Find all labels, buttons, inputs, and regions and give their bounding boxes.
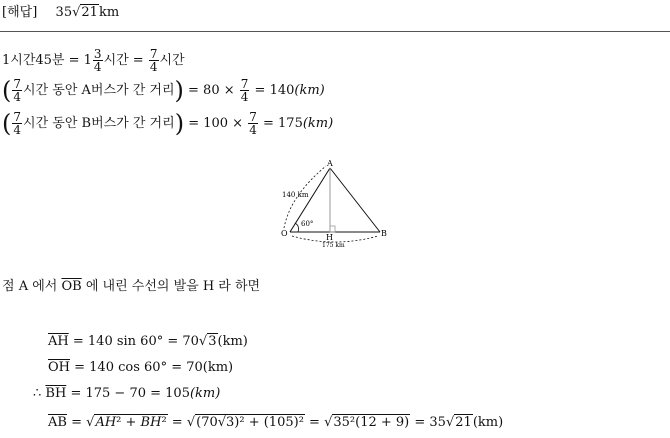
bus-a-eq: = 80 × <box>188 83 235 98</box>
answer-radicand: 21 <box>81 5 98 20</box>
time-text-c: 시간 <box>159 53 185 68</box>
bus-a-text: 시간 동안 A버스가 간 거리 <box>23 83 175 98</box>
frac-num: 7 <box>149 47 158 61</box>
bus-a-fraction-2 <box>240 78 250 103</box>
eq-ab-sqrt-2: √(70√3)² + (105)² <box>186 415 304 430</box>
bus-b-text: 시간 동안 B버스가 간 거리 <box>23 116 175 131</box>
therefore-symbol: ∴ <box>33 386 42 401</box>
bus-b-result: = 175 <box>263 116 303 131</box>
eq-oh-text: = 140 cos 60° = 70(km) <box>74 360 234 375</box>
bus-b-distance-line: ( $\frac{7}{4}$ 시간 동안 B버스가 간 거리) = 100 × $\frac{7}{4}$ = 175(km) <box>2 109 334 138</box>
answer-sqrt: √21 <box>72 5 98 20</box>
bus-a-result: = 140 <box>254 83 295 98</box>
eq-ab-coef: = 35 <box>414 415 446 430</box>
label-h: H <box>326 233 333 242</box>
header-divider <box>0 31 670 32</box>
eq-bh-unit: (km) <box>189 386 221 401</box>
eq-ab-eq: = <box>71 415 82 430</box>
bus-b-unit: (km) <box>302 116 334 131</box>
frac-num: 7 <box>13 77 22 91</box>
radicand-ah: AH <box>95 415 117 430</box>
time-text-a: 1시간45분 = 1 <box>2 53 92 68</box>
frac-den: 4 <box>13 90 22 104</box>
time-conversion-line <box>2 48 185 73</box>
label-side-oa: 140 km <box>282 191 309 199</box>
eq-ab-sqrt-1: $√AH^2 + \overline{BH}^2$ <box>86 415 167 430</box>
answer-unit: km <box>98 5 120 20</box>
frac-num: 7 <box>240 77 249 91</box>
answer-coef: 35 <box>55 5 73 20</box>
label-a: A <box>327 159 333 168</box>
answer-label: [해답] <box>2 5 38 20</box>
mixed-num: 3 <box>93 47 102 61</box>
label-angle: 60° <box>301 220 314 228</box>
frac-den: 4 <box>13 123 22 137</box>
eq-ah-text: = 140 sin 60° = 70 <box>72 334 199 349</box>
bus-b-fraction-2 <box>248 111 258 136</box>
perpendicular-sentence <box>2 275 260 294</box>
eq-bh-text: = 175 − 70 = 105 <box>70 386 190 401</box>
frac-den: 4 <box>240 90 249 104</box>
eq-ah-radicand: 3 <box>208 334 217 349</box>
right-angle-mark <box>330 226 335 232</box>
equation-oh <box>48 360 233 375</box>
equation-ah <box>48 334 248 349</box>
sentence-part-1: 점 A 에서 <box>2 279 58 294</box>
label-side-ob: 175 km <box>322 242 345 249</box>
sentence-part-2: 에 내린 수선의 발을 H 라 하면 <box>85 279 261 294</box>
eq-ab-unit: (km) <box>472 415 504 430</box>
bus-a-unit: (km) <box>294 83 325 98</box>
bus-b-fraction <box>12 111 22 136</box>
frac-den: 4 <box>149 60 158 74</box>
mixed-fraction <box>93 48 103 73</box>
radicand-bh: $\overline{BH}$ <box>140 415 162 430</box>
segment-ah: $\overline{AH}$ <box>48 334 69 349</box>
label-b: B <box>381 229 387 238</box>
time-text-b: 시간 = <box>103 53 144 68</box>
segment-bh: $\overline{BH}$ <box>45 386 67 401</box>
bus-a-distance-line: ( $\frac{7}{4}$ 시간 동안 A버스가 간 거리) = 80 × $\frac{7}{4}$ = 140(km) <box>2 76 325 105</box>
segment-ob: $\overline{OB}$ <box>61 279 82 294</box>
eq-ah-sqrt: √3 <box>198 334 217 349</box>
eq-ab-sqrt-3: √35²(12 + 9) <box>324 415 410 430</box>
frac-den: 4 <box>249 123 257 137</box>
radicand-3: 35²(12 + 9) <box>333 415 410 430</box>
time-fraction <box>149 48 159 73</box>
mixed-den: 4 <box>93 60 102 74</box>
triangle-diagram <box>278 156 393 250</box>
segment-ab: $\overline{AB}$ <box>48 415 67 430</box>
equation-bh <box>33 386 220 401</box>
label-o: O <box>281 229 288 238</box>
bus-a-fraction <box>12 78 22 103</box>
answer-line <box>2 1 119 20</box>
side-ab <box>330 168 380 232</box>
eq-ab-sqrt-4: √21 <box>445 415 472 430</box>
frac-num: 7 <box>13 110 22 124</box>
bus-b-eq: = 100 × <box>188 116 244 131</box>
equation-ab: $\overline{AB} = √AH^2 + \overline{BH}^2 = √(70√3)^2 + (105)^2 = √35^2(12 + 9) = 35√21(km)$ <box>48 415 504 430</box>
frac-num: 7 <box>249 110 257 124</box>
angle-arc <box>295 223 299 232</box>
segment-oh: $\overline{OH}$ <box>48 360 70 375</box>
eq-ah-unit: (km) <box>217 334 248 349</box>
eq-ab-radicand: 21 <box>455 415 472 430</box>
radicand-2: (70√3)² + (105)² <box>196 415 304 430</box>
